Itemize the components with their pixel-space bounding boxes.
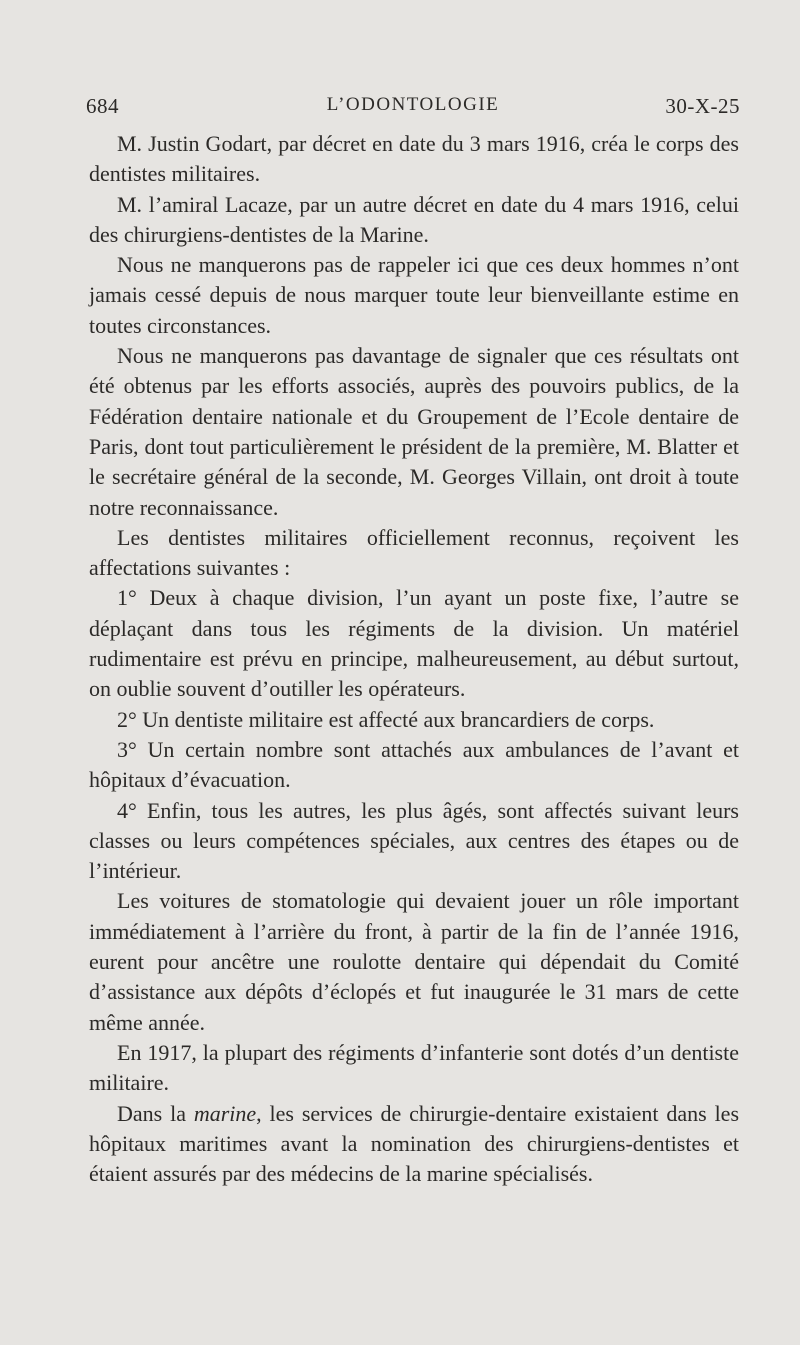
paragraph-marine [89,1099,739,1190]
list-item-paragraph: 3° Un certain nombre sont attachés aux ambulances de l’avant et hôpitaux d’évacuation. [89,736,739,793]
list-item-paragraph: 2° Un dentiste militaire est affecté aux brancardiers de corps. [117,706,655,732]
text-run: Dans la [117,1100,194,1126]
paragraph: Les voitures de stomatologie qui devaient jouer un rôle important immédiatement à l’arrière du front, à partir de la fin de l’année 1916, eurent pour ancêtre une roulotte dentaire qui dépendait du Comité d’assistance aux dépôts d’éclopés et fut inaugurée le 31 mars de cette même année. [89,888,739,1035]
paragraph: Nous ne manquerons pas de rappeler ici que ces deux hommes n’ont jamais cessé depuis de nous marquer toute leur bienveillante estime en toutes circonstances. [89,252,739,338]
paragraph: M. l’amiral Lacaze, par un autre décret en date du 4 mars 1916, celui des chirurgiens-dentistes de la Marine. [89,191,739,247]
paragraph: En 1917, la plupart des régiments d’infanterie sont dotés d’un dentiste militaire. [89,1039,739,1096]
body-text [89,129,739,1189]
page-number: 684 [86,94,119,118]
list-item-paragraph: 4° Enfin, tous les autres, les plus âgés, sont affectés suivant leurs classes ou leurs compétences spéciales, aux centres des étapes ou de l’intérieur. [89,797,739,884]
paragraph: Les dentistes militaires officiellement reconnus, reçoivent les affectations suivantes : [89,524,739,581]
journal-title: L’ODONTOLOGIE [326,94,500,115]
running-head [86,94,740,124]
paragraph: Nous ne manquerons pas davantage de signaler que ces résultats ont été obtenus par les efforts associés, auprès des pouvoirs publics, de la Fédération dentaire nationale et du Groupement de l’Ecole dentaire de Paris, dont tout particulièrement le président de la première, M. Blatter et le secrétaire général de la seconde, M. Georges Villain, ont droit à toute notre reconnaissance. [89,343,739,520]
italic-word: marine [193,1100,257,1126]
paragraph: M. Justin Godart, par décret en date du 3 mars 1916, créa le corps des dentistes militaires. [89,131,739,187]
text-run: , les services de chirurgie-dentaire existaient dans les hôpitaux maritimes avant la nomination des chirurgiens-dentistes et étaient assurés par des médecins de la marine spécialisés. [89,1100,740,1187]
list-item-paragraph: 1° Deux à chaque division, l’un ayant un poste fixe, l’autre se déplaçant dans tous les régiments de la division. Un matériel rudimentaire est prévu en principe, malheureusement, au début surtout, on oublie souvent d’outiller les opérateurs. [89,585,739,702]
issue-date: 30-X-25 [665,94,740,118]
